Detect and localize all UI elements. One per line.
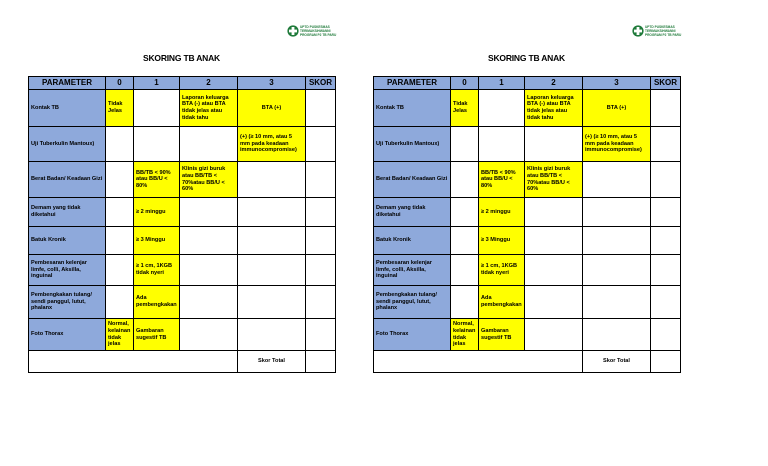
header-skor: SKOR [306, 77, 336, 90]
table-row [374, 286, 681, 319]
header-score-3: 3 [583, 77, 651, 90]
header-row [374, 77, 681, 90]
param-cell: Batuk Kronik [29, 227, 106, 255]
page-title: SKORING TB ANAK [143, 53, 220, 63]
score-cell-0 [451, 162, 479, 198]
table-row [374, 255, 681, 286]
param-cell: Foto Thorax [374, 319, 451, 351]
table-row [374, 90, 681, 127]
score-cell-0 [451, 227, 479, 255]
score-cell-3 [583, 319, 651, 351]
score-cell-3 [238, 319, 306, 351]
param-cell: Pembengkakan tulang/ sendi panggul, lutut, phalanx [29, 286, 106, 319]
score-cell-2 [180, 127, 238, 162]
table-row [29, 286, 336, 319]
score-cell-3: (+) (≥ 10 mm, atau 5 mm pada keadaan immunocompromise) [583, 127, 651, 162]
page-title: SKORING TB ANAK [488, 53, 565, 63]
score-cell-3 [238, 162, 306, 198]
scoring-table [28, 76, 336, 373]
score-cell-3 [583, 162, 651, 198]
score-cell-2 [525, 198, 583, 227]
param-cell: Kontak TB [29, 90, 106, 127]
score-cell-1: Ada pembengkakan [479, 286, 525, 319]
score-cell-3 [583, 286, 651, 319]
header-skor: SKOR [651, 77, 681, 90]
score-cell-0: Tidak Jelas [106, 90, 134, 127]
table-row [29, 319, 336, 351]
score-cell-3 [238, 198, 306, 227]
score-cell-0 [106, 162, 134, 198]
skor-cell [306, 227, 336, 255]
score-cell-3 [583, 255, 651, 286]
skor-cell [651, 198, 681, 227]
total-skor-cell [651, 351, 681, 373]
param-cell: Demam yang tidak diketahui [29, 198, 106, 227]
skor-cell [306, 162, 336, 198]
header-score-2: 2 [180, 77, 238, 90]
score-cell-1: ≥ 3 Minggu [479, 227, 525, 255]
puskesmas-logo [632, 24, 680, 38]
header-score-0: 0 [106, 77, 134, 90]
skor-cell [306, 255, 336, 286]
table-row [374, 319, 681, 351]
param-cell: Uji Tuberkulin Mantoux) [29, 127, 106, 162]
score-cell-1 [134, 90, 180, 127]
score-cell-3 [238, 286, 306, 319]
score-cell-2 [525, 127, 583, 162]
score-cell-1: Gambaran sugestif TB [479, 319, 525, 351]
score-cell-2 [180, 255, 238, 286]
health-cross-icon [632, 25, 644, 37]
table-row [29, 127, 336, 162]
total-skor-cell [306, 351, 336, 373]
param-cell: Pembesaran kelenjar limfe, colli, Aksilla, inguinal [374, 255, 451, 286]
header-score-2: 2 [525, 77, 583, 90]
header-parameter: PARAMETER [374, 77, 451, 90]
score-cell-1: BB/TB < 90% atau BB/U < 80% [134, 162, 180, 198]
skor-cell [306, 319, 336, 351]
header-score-1: 1 [134, 77, 180, 90]
skor-cell [306, 198, 336, 227]
skor-cell [651, 227, 681, 255]
total-row [29, 351, 336, 373]
header-score-0: 0 [451, 77, 479, 90]
scoring-sheet-right [373, 20, 680, 390]
score-cell-0 [106, 255, 134, 286]
table-row [374, 127, 681, 162]
score-cell-2: Klinis gizi buruk atau BB/TB < 70%atau BB/U < 60% [180, 162, 238, 198]
skor-cell [651, 162, 681, 198]
score-cell-0: Normal, kelainan tidak jelas [451, 319, 479, 351]
score-cell-0 [106, 286, 134, 319]
total-spacer-cell [374, 351, 583, 373]
score-cell-0 [106, 127, 134, 162]
score-cell-1 [134, 127, 180, 162]
score-cell-0 [106, 227, 134, 255]
score-cell-1: BB/TB < 90% atau BB/U < 80% [479, 162, 525, 198]
total-row [374, 351, 681, 373]
score-cell-2 [525, 319, 583, 351]
skor-cell [651, 286, 681, 319]
total-spacer-cell [29, 351, 238, 373]
logo-text: UPTD PUSKESMAS TERIMAKSIHWANNI PROGRAM P2 TB PARU [645, 25, 682, 37]
param-cell: Demam yang tidak diketahui [374, 198, 451, 227]
score-cell-1 [479, 127, 525, 162]
score-cell-1: ≥ 2 minggu [134, 198, 180, 227]
score-cell-2: Laporan keluarga BTA (-) atau BTA tidak jelas atau tidak tahu [180, 90, 238, 127]
score-cell-2: Laporan keluarga BTA (-) atau BTA tidak jelas atau tidak tahu [525, 90, 583, 127]
skor-cell [651, 90, 681, 127]
table-row [29, 255, 336, 286]
score-cell-1: ≥ 2 minggu [479, 198, 525, 227]
scoring-sheet-left [28, 20, 335, 390]
skor-cell [306, 127, 336, 162]
health-cross-icon [287, 25, 299, 37]
param-cell: Foto Thorax [29, 319, 106, 351]
score-cell-3: BTA (+) [238, 90, 306, 127]
score-cell-1: ≥ 1 cm, 1KGB tidak nyeri [479, 255, 525, 286]
logo-text: UPTD PUSKESMAS TERIMAKSIHWANNI PROGRAM P2 TB PARU [300, 25, 337, 37]
score-cell-3 [238, 255, 306, 286]
score-cell-1: ≥ 1 cm, 1KGB tidak nyeri [134, 255, 180, 286]
score-cell-2 [525, 255, 583, 286]
score-cell-0 [106, 198, 134, 227]
score-cell-0 [451, 255, 479, 286]
score-cell-3: BTA (+) [583, 90, 651, 127]
param-cell: Uji Tuberkulin Mantoux) [374, 127, 451, 162]
score-cell-3 [583, 227, 651, 255]
score-cell-1: ≥ 3 Minggu [134, 227, 180, 255]
score-cell-2 [180, 198, 238, 227]
header-parameter: PARAMETER [29, 77, 106, 90]
score-cell-0 [451, 127, 479, 162]
total-label: Skor Total [238, 351, 306, 373]
score-cell-3 [238, 227, 306, 255]
score-cell-0: Tidak Jelas [451, 90, 479, 127]
scoring-table [373, 76, 681, 373]
score-cell-2 [180, 319, 238, 351]
table-row [29, 198, 336, 227]
header-row [29, 77, 336, 90]
table-row [29, 227, 336, 255]
score-cell-2 [180, 227, 238, 255]
score-cell-0: Normal, kelainan tidak jelas [106, 319, 134, 351]
table-row [374, 227, 681, 255]
puskesmas-logo [287, 24, 335, 38]
score-cell-3 [583, 198, 651, 227]
score-cell-1: Ada pembengkakan [134, 286, 180, 319]
score-cell-1 [479, 90, 525, 127]
score-cell-0 [451, 198, 479, 227]
header-score-1: 1 [479, 77, 525, 90]
param-cell: Batuk Kronik [374, 227, 451, 255]
param-cell: Pembesaran kelenjar limfe, colli, Aksilla, inguinal [29, 255, 106, 286]
param-cell: Berat Badan/ Keadaan Gizi [29, 162, 106, 198]
table-row [29, 90, 336, 127]
skor-cell [651, 127, 681, 162]
header-score-3: 3 [238, 77, 306, 90]
score-cell-0 [451, 286, 479, 319]
score-cell-3: (+) (≥ 10 mm, atau 5 mm pada keadaan immunocompromise) [238, 127, 306, 162]
param-cell: Berat Badan/ Keadaan Gizi [374, 162, 451, 198]
table-row [374, 162, 681, 198]
table-row [29, 162, 336, 198]
score-cell-2: Klinis gizi buruk atau BB/TB < 70%atau BB/U < 60% [525, 162, 583, 198]
param-cell: Pembengkakan tulang/ sendi panggul, lutut, phalanx [374, 286, 451, 319]
skor-cell [306, 90, 336, 127]
score-cell-2 [525, 227, 583, 255]
table-row [374, 198, 681, 227]
param-cell: Kontak TB [374, 90, 451, 127]
total-label: Skor Total [583, 351, 651, 373]
score-cell-1: Gambaran sugestif TB [134, 319, 180, 351]
score-cell-2 [525, 286, 583, 319]
skor-cell [651, 255, 681, 286]
score-cell-2 [180, 286, 238, 319]
skor-cell [651, 319, 681, 351]
skor-cell [306, 286, 336, 319]
